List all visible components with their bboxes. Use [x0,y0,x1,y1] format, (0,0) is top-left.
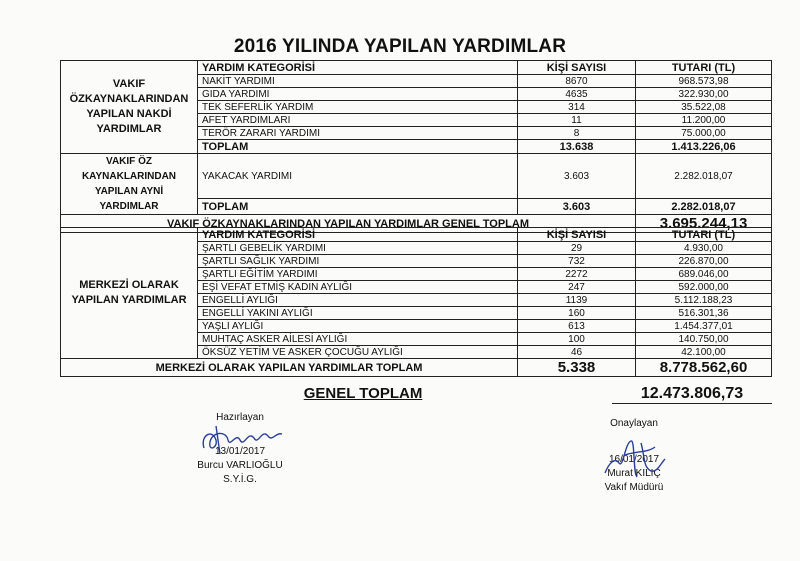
row-category: TEK SEFERLİK YARDIM [198,101,518,114]
prepared-role: Hazırlayan [216,412,264,423]
subtotal-people: 13.638 [518,140,636,154]
own-resources-total-amount: 3.695.244,13 [636,215,772,233]
row-people: 8 [518,127,636,140]
header-row [61,61,772,75]
row-amount: 35.522,08 [636,101,772,114]
prepared-title: S.Y.İ.G. [223,474,257,485]
row-amount: 75.000,00 [636,127,772,140]
header-people: KİŞİ SAYISI [518,228,636,242]
row-amount: 322.930,00 [636,88,772,101]
header-amount: TUTARI (TL) [636,228,772,242]
row-category: ŞARTLI EĞİTİM YARDIMI [198,268,518,281]
header-category: YARDIM KATEGORİSİ [198,61,518,75]
row-category: ŞARTLI GEBELİK YARDIMI [198,242,518,255]
row-category: YAKACAK YARDIMI [198,154,518,199]
row-category: ENGELLİ AYLIĞI [198,294,518,307]
row-amount: 42.100,00 [636,346,772,359]
prepared-name: Burcu VARLIOĞLU [197,460,283,471]
row-amount: 11.200,00 [636,114,772,127]
central-aid-table [60,227,772,377]
subtotal-amount: 2.282.018,07 [636,199,772,215]
central-total-amount: 8.778.562,60 [636,359,772,377]
row-category: YAŞLI AYLIĞI [198,320,518,333]
prepared-signature [196,418,296,458]
grand-total [60,385,771,405]
central-total-people: 5.338 [518,359,636,377]
row-amount: 592.000,00 [636,281,772,294]
row-amount: 689.046,00 [636,268,772,281]
row-amount: 968.573,98 [636,75,772,88]
row-category: AFET YARDIMLARI [198,114,518,127]
row-category: TERÖR ZARARI YARDIMI [198,127,518,140]
header-amount: TUTARI (TL) [636,61,772,75]
row-people: 3.603 [518,154,636,199]
header-row [61,228,772,242]
row-category: NAKİT YARDIMI [198,75,518,88]
approved-role: Onaylayan [610,418,658,429]
row-people: 314 [518,101,636,114]
row-people: 8670 [518,75,636,88]
row-category: ENGELLİ YAKINI AYLIĞI [198,307,518,320]
central-total-label: MERKEZİ OLARAK YAPILAN YARDIMLAR TOPLAM [61,359,518,377]
row-amount: 1.454.377,01 [636,320,772,333]
subtotal-amount: 1.413.226,06 [636,140,772,154]
approved-date: 16/01/2017 [608,454,660,465]
row-category: GIDA YARDIMI [198,88,518,101]
header-people: KİŞİ SAYISI [518,61,636,75]
row-amount: 516.301,36 [636,307,772,320]
approved-name: Murat KILIÇ [607,468,661,479]
header-category: YARDIM KATEGORİSİ [198,228,518,242]
row-people: 29 [518,242,636,255]
row-category: ŞARTLI SAĞLIK YARDIMI [198,255,518,268]
central-total-row [61,359,772,377]
row-people: 160 [518,307,636,320]
subtotal-label: TOPLAM [198,199,518,215]
approved-signature [595,433,675,481]
row-amount: 226.870,00 [636,255,772,268]
own-resources-total-label: VAKIF ÖZKAYNAKLARINDAN YAPILAN YARDIMLAR GENEL TOPLAM [61,215,636,233]
grand-total-label: GENEL TOPLAM [303,385,423,402]
table-row [61,154,772,199]
page-title: 2016 YILINDA YAPILAN YARDIMLAR [233,36,567,57]
row-people: 100 [518,333,636,346]
row-category: EŞİ VEFAT ETMİŞ KADIN AYLIĞI [198,281,518,294]
prepared-date: 13/01/2017 [214,446,266,457]
row-amount: 4.930,00 [636,242,772,255]
row-people: 46 [518,346,636,359]
row-category: MUHTAÇ ASKER AİLESİ AYLIĞI [198,333,518,346]
subtotal-label: TOPLAM [198,140,518,154]
row-people: 732 [518,255,636,268]
row-people: 247 [518,281,636,294]
row-people: 1139 [518,294,636,307]
row-amount: 2.282.018,07 [636,154,772,199]
row-people: 4635 [518,88,636,101]
row-amount: 5.112.188,23 [636,294,772,307]
group-label-central: MERKEZİ OLARAK YAPILAN YARDIMLAR [61,228,198,359]
grand-total-amount: 12.473.806,73 [612,385,772,404]
own-resources-table [60,60,772,233]
row-category: ÖKSÜZ YETİM VE ASKER ÇOCUĞU AYLIĞI [198,346,518,359]
group-label-in-kind: VAKIF ÖZ KAYNAKLARINDAN YAPILAN AYNİ YARDIMLAR [61,154,198,215]
row-people: 613 [518,320,636,333]
row-people: 2272 [518,268,636,281]
subtotal-people: 3.603 [518,199,636,215]
row-amount: 140.750,00 [636,333,772,346]
approved-title: Vakıf Müdürü [604,482,664,493]
group-label-cash: VAKIF ÖZKAYNAKLARINDAN YAPILAN NAKDİ YARDIMLAR [61,61,198,154]
row-people: 11 [518,114,636,127]
